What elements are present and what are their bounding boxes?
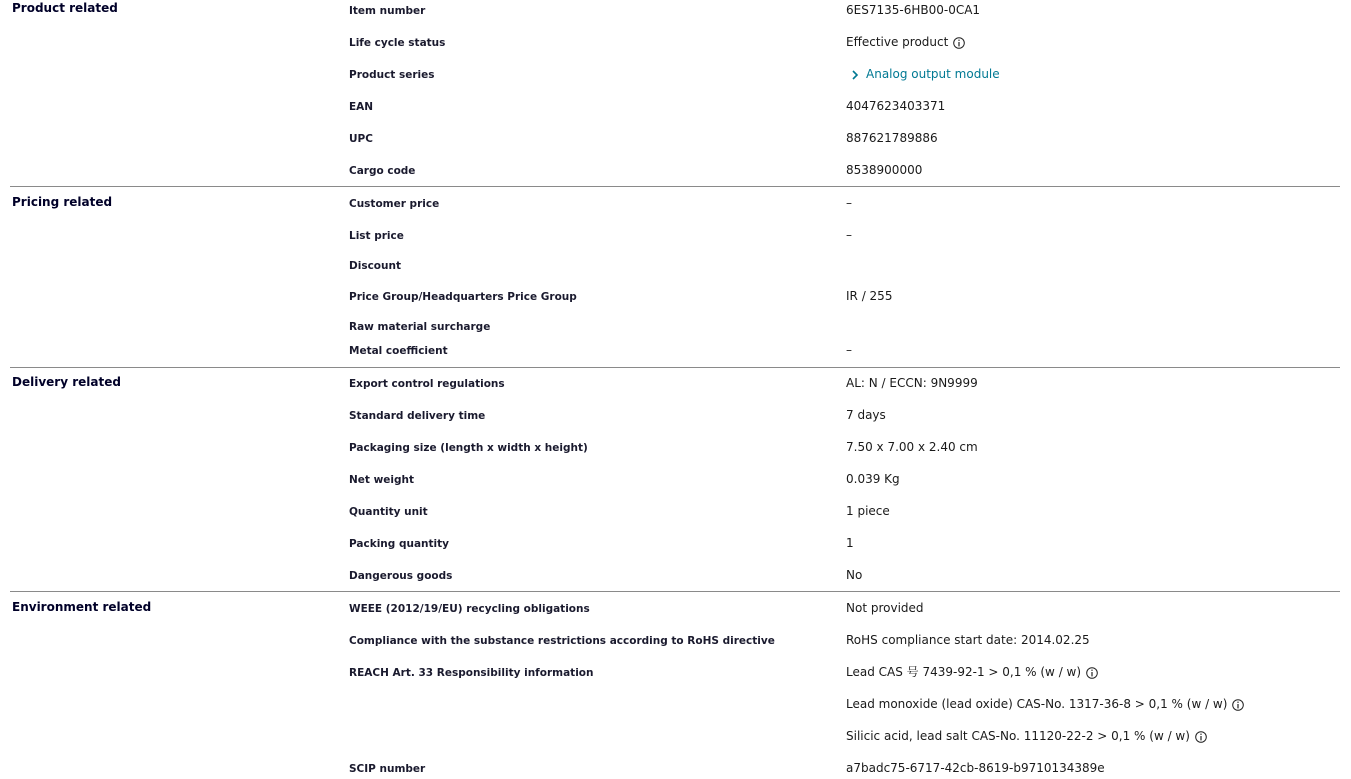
row-value (846, 196, 852, 211)
section-title: Delivery related (12, 375, 121, 389)
info-icon[interactable] (1195, 731, 1207, 743)
row-label: EAN (349, 101, 374, 113)
table-row (0, 502, 1351, 522)
row-value-text: No (846, 568, 863, 582)
table-row (0, 317, 1351, 337)
row-value-text: 7 days (846, 408, 886, 422)
table-row (0, 374, 1351, 394)
row-value-text: 7.50 x 7.00 x 2.40 cm (846, 440, 978, 454)
row-value-text: 1 piece (846, 504, 890, 518)
row-label: Packing quantity (349, 538, 449, 550)
row-label: Cargo code (349, 165, 416, 177)
table-row (0, 161, 1351, 181)
row-value (846, 665, 1098, 680)
table-row (0, 727, 1351, 747)
table-row (0, 566, 1351, 586)
row-value-text: – (846, 343, 852, 357)
table-row (0, 129, 1351, 149)
product-series-link-text: Analog output module (866, 67, 1000, 81)
table-row (0, 470, 1351, 490)
product-series-link[interactable] (846, 67, 1000, 82)
row-value (846, 131, 938, 146)
row-label: Packaging size (length x width x height) (349, 442, 588, 454)
table-row (0, 438, 1351, 458)
row-label: Export control regulations (349, 378, 505, 390)
table-row (0, 33, 1351, 53)
table-row (0, 194, 1351, 214)
row-value-text: Silicic acid, lead salt CAS-No. 11120-22-2 > 0,1 % (w / w) (846, 729, 1190, 743)
row-value-text: 8538900000 (846, 163, 923, 177)
row-value (846, 35, 965, 50)
table-row (0, 97, 1351, 117)
row-value (846, 472, 900, 487)
row-value-text: a7badc75-6717-42cb-8619-b9710134389e (846, 761, 1105, 775)
row-value (846, 633, 1090, 648)
row-label: Life cycle status (349, 37, 446, 49)
row-value-text: – (846, 196, 852, 210)
row-value-text: Lead monoxide (lead oxide) CAS-No. 1317-36-8 > 0,1 % (w / w) (846, 697, 1228, 711)
row-value (846, 697, 1244, 712)
table-row (0, 226, 1351, 246)
row-label: Product series (349, 69, 435, 81)
table-row (0, 406, 1351, 426)
row-label: Raw material surcharge (349, 321, 491, 333)
row-value-text: 4047623403371 (846, 99, 946, 113)
table-row (0, 759, 1351, 779)
row-value-text: 6ES7135-6HB00-0CA1 (846, 3, 981, 17)
row-value (846, 761, 1105, 776)
row-value-text: 887621789886 (846, 131, 938, 145)
row-label: UPC (349, 133, 373, 145)
row-label: Metal coefficient (349, 345, 448, 357)
table-row (0, 534, 1351, 554)
row-label: List price (349, 230, 404, 242)
row-value-text: IR / 255 (846, 289, 893, 303)
row-value-text: Lead CAS 号 7439-92-1 > 0,1 % (w / w) (846, 665, 1082, 679)
row-label: SCIP number (349, 763, 426, 775)
row-value (846, 408, 886, 423)
section-divider (10, 186, 1340, 187)
table-row (0, 287, 1351, 307)
row-value-text: RoHS compliance start date: 2014.02.25 (846, 633, 1090, 647)
row-label: Net weight (349, 474, 415, 486)
row-value-text: Effective product (846, 35, 949, 49)
table-row (0, 65, 1351, 85)
section-divider (10, 367, 1340, 368)
section-title: Product related (12, 1, 118, 15)
row-value (846, 440, 978, 455)
table-row (0, 256, 1351, 276)
row-value (846, 504, 890, 519)
row-value (846, 601, 924, 616)
row-value (846, 343, 852, 358)
section-divider (10, 591, 1340, 592)
table-row (0, 1, 1351, 21)
row-label: WEEE (2012/19/EU) recycling obligations (349, 603, 590, 615)
row-value (846, 228, 852, 243)
row-value-text: AL: N / ECCN: 9N9999 (846, 376, 978, 390)
info-icon[interactable] (1232, 699, 1244, 711)
row-value (846, 289, 892, 304)
row-value (846, 99, 945, 114)
row-value-text: – (846, 228, 852, 242)
section-title: Environment related (12, 600, 152, 614)
row-label: Customer price (349, 198, 440, 210)
chevron-right-icon (850, 69, 860, 81)
row-label: Quantity unit (349, 506, 428, 518)
info-icon[interactable] (1086, 667, 1098, 679)
row-value (846, 536, 854, 551)
table-row (0, 663, 1351, 683)
row-value-text: 1 (846, 536, 854, 550)
row-value (846, 163, 922, 178)
row-label: Item number (349, 5, 426, 17)
table-row (0, 695, 1351, 715)
row-label: Compliance with the substance restrictions according to RoHS directive (349, 635, 775, 647)
row-value (846, 729, 1207, 744)
info-icon[interactable] (953, 37, 965, 49)
table-row (0, 631, 1351, 651)
row-value (846, 3, 980, 18)
row-label: Dangerous goods (349, 570, 453, 582)
row-value (846, 67, 1000, 82)
row-label: Standard delivery time (349, 410, 486, 422)
row-label: Price Group/Headquarters Price Group (349, 291, 577, 303)
row-value (846, 568, 862, 583)
row-value (846, 376, 978, 391)
row-value-text: 0.039 Kg (846, 472, 900, 486)
row-label: Discount (349, 260, 401, 272)
table-row (0, 341, 1351, 361)
row-value-text: Not provided (846, 601, 924, 615)
table-row (0, 599, 1351, 619)
row-label: REACH Art. 33 Responsibility information (349, 667, 594, 679)
section-title: Pricing related (12, 195, 113, 209)
